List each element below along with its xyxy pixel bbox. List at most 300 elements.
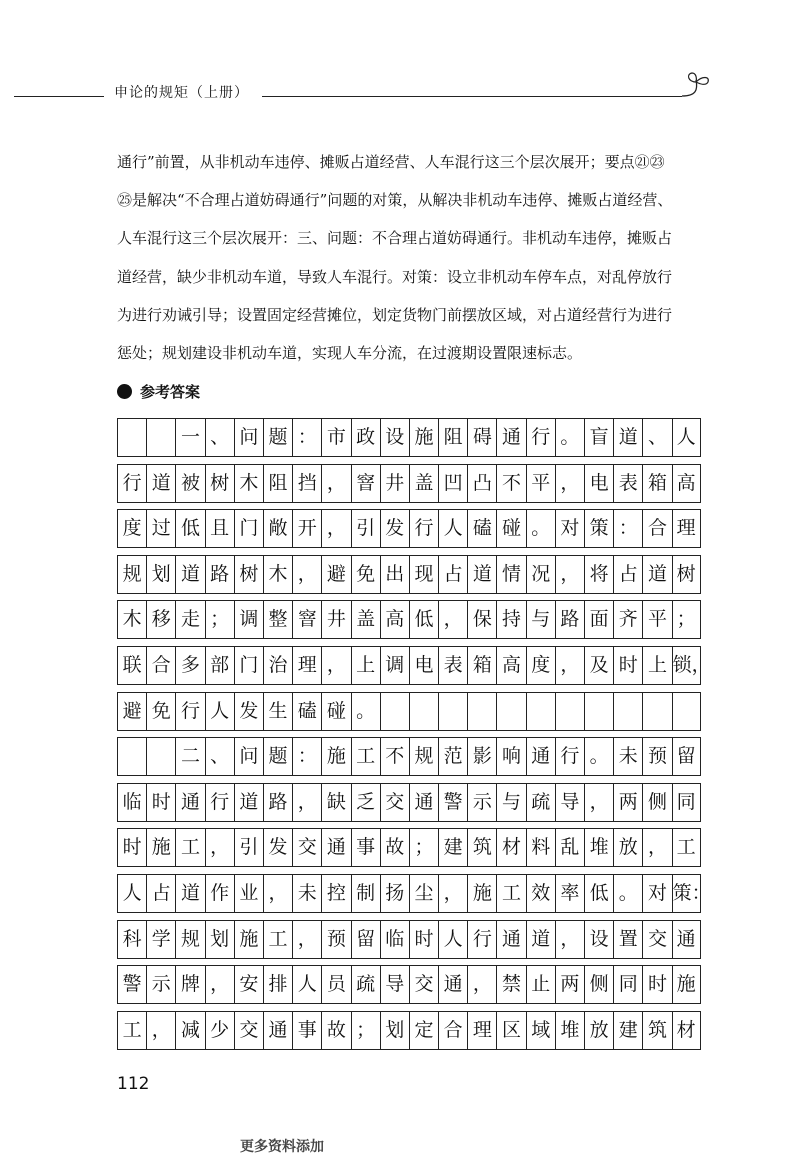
- grid-cell: 工: [117, 1012, 146, 1049]
- grid-cell: 高: [496, 647, 525, 684]
- grid-cell: 、: [205, 419, 234, 456]
- grid-cell: 策: [584, 510, 613, 547]
- grid-cell: 道: [234, 784, 263, 821]
- grid-cell: 牌: [175, 966, 204, 1003]
- grid-cell: [380, 693, 409, 730]
- grid-cell: ，: [642, 829, 671, 866]
- grid-cell: 被: [175, 465, 204, 502]
- grid-cell: 部: [205, 647, 234, 684]
- grid-cell: 现: [409, 556, 438, 593]
- grid-cell: 不: [380, 738, 409, 775]
- grid-cell: ，: [555, 921, 584, 958]
- grid-cell: 高: [380, 601, 409, 638]
- grid-cell: 。: [351, 693, 380, 730]
- grid-row: [117, 828, 701, 867]
- grid-cell: ，: [467, 966, 496, 1003]
- paragraph-line: 惩处；规划建设非机动车道，实现人车分流，在过渡期设置限速标志。: [117, 343, 583, 362]
- grid-cell: [117, 419, 146, 456]
- grid-cell: 道: [467, 556, 496, 593]
- grid-cell: 施: [321, 738, 350, 775]
- grid-cell: 、: [642, 419, 671, 456]
- grid-cell: 合: [146, 647, 175, 684]
- grid-cell: 道: [613, 419, 642, 456]
- grid-cell: 范: [438, 738, 467, 775]
- grid-cell: 情: [496, 556, 525, 593]
- grid-row: [117, 692, 701, 731]
- sprout-icon: [674, 70, 714, 100]
- page-number: 112: [117, 1074, 150, 1094]
- footer-fragment: 更多资料添加: [240, 1139, 324, 1155]
- running-header: [0, 60, 800, 110]
- answer-heading-label: 参考答案: [140, 383, 201, 401]
- grid-cell: 发: [380, 510, 409, 547]
- grid-cell: ，: [205, 829, 234, 866]
- grid-cell: 免: [146, 693, 175, 730]
- grid-cell: 事: [292, 1012, 321, 1049]
- grid-cell: 施: [146, 829, 175, 866]
- grid-cell: 同: [613, 966, 642, 1003]
- grid-cell: 敞: [263, 510, 292, 547]
- grid-cell: ：: [613, 510, 642, 547]
- grid-row: [117, 965, 701, 1004]
- grid-cell: ，: [555, 647, 584, 684]
- grid-cell: 与: [526, 601, 555, 638]
- grid-cell: 作: [205, 875, 234, 912]
- grid-cell: 箱: [642, 465, 671, 502]
- grid-cell: 门: [234, 647, 263, 684]
- grid-cell: 时: [409, 921, 438, 958]
- grid-cell: 区: [496, 1012, 525, 1049]
- grid-cell: 通: [526, 738, 555, 775]
- grid-cell: 低: [175, 510, 204, 547]
- header-title: 申论的规矩（上册）: [114, 85, 249, 101]
- grid-cell: 电: [584, 465, 613, 502]
- answer-heading: [117, 378, 200, 406]
- body-paragraph: [117, 143, 715, 372]
- grid-cell: 电: [409, 647, 438, 684]
- grid-cell: 与: [496, 784, 525, 821]
- grid-cell: 平: [526, 465, 555, 502]
- grid-cell: 排: [263, 966, 292, 1003]
- grid-cell: 盖: [409, 465, 438, 502]
- grid-cell: 疏: [526, 784, 555, 821]
- grid-cell: 工: [672, 829, 701, 866]
- grid-cell: 规: [175, 921, 204, 958]
- grid-cell: 定: [409, 1012, 438, 1049]
- grid-cell: 响: [496, 738, 525, 775]
- grid-cell: 。: [555, 419, 584, 456]
- grid-cell: 理: [292, 647, 321, 684]
- grid-cell: [584, 693, 613, 730]
- grid-cell: ，: [555, 556, 584, 593]
- grid-cell: 制: [351, 875, 380, 912]
- grid-cell: 故: [380, 829, 409, 866]
- grid-cell: 问: [234, 419, 263, 456]
- grid-cell: 两: [555, 966, 584, 1003]
- grid-cell: 平: [642, 601, 671, 638]
- grid-cell: ：: [292, 419, 321, 456]
- header-rule-right: [262, 96, 682, 97]
- grid-cell: 一: [175, 419, 204, 456]
- grid-cell: 域: [526, 1012, 555, 1049]
- grid-cell: 工: [496, 875, 525, 912]
- grid-cell: 磕: [292, 693, 321, 730]
- grid-cell: 材: [672, 1012, 701, 1049]
- grid-cell: 走: [175, 601, 204, 638]
- grid-cell: 设: [380, 419, 409, 456]
- grid-cell: 行: [409, 510, 438, 547]
- grid-cell: 划: [146, 556, 175, 593]
- grid-cell: 业: [234, 875, 263, 912]
- grid-cell: 侧: [642, 784, 671, 821]
- grid-cell: 施: [672, 966, 701, 1003]
- grid-cell: 堆: [555, 1012, 584, 1049]
- grid-cell: 止: [526, 966, 555, 1003]
- grid-cell: 窨: [292, 601, 321, 638]
- grid-cell: 碍: [467, 419, 496, 456]
- grid-cell: 交: [642, 921, 671, 958]
- grid-cell: [555, 693, 584, 730]
- grid-cell: ，: [321, 465, 350, 502]
- grid-cell: 引: [234, 829, 263, 866]
- grid-cell: 时: [117, 829, 146, 866]
- grid-cell: 两: [613, 784, 642, 821]
- grid-cell: 通: [496, 921, 525, 958]
- grid-row: [117, 418, 701, 457]
- grid-cell: 道: [146, 465, 175, 502]
- paragraph-line: 为进行劝诫引导；设置固定经营摊位，划定货物门前摆放区域，对占道经营行为进行: [117, 305, 673, 324]
- grid-cell: 治: [263, 647, 292, 684]
- grid-cell: 策：: [672, 875, 701, 912]
- grid-cell: 临: [380, 921, 409, 958]
- grid-cell: [146, 419, 175, 456]
- grid-cell: 通: [175, 784, 204, 821]
- grid-cell: 门: [234, 510, 263, 547]
- grid-cell: 乱: [555, 829, 584, 866]
- grid-cell: 控: [321, 875, 350, 912]
- grid-cell: 道: [642, 556, 671, 593]
- grid-cell: 调: [234, 601, 263, 638]
- grid-cell: 交: [409, 966, 438, 1003]
- grid-cell: 警: [438, 784, 467, 821]
- grid-cell: 预: [321, 921, 350, 958]
- grid-cell: 设: [584, 921, 613, 958]
- grid-cell: 盲: [584, 419, 613, 456]
- grid-cell: 行: [555, 738, 584, 775]
- grid-cell: 二: [175, 738, 204, 775]
- grid-cell: 科: [117, 921, 146, 958]
- grid-cell: 行: [526, 419, 555, 456]
- grid-cell: 上: [642, 647, 671, 684]
- grid-cell: 效: [526, 875, 555, 912]
- grid-cell: [672, 693, 701, 730]
- grid-cell: 安: [234, 966, 263, 1003]
- grid-cell: 。: [613, 875, 642, 912]
- grid-cell: 况: [526, 556, 555, 593]
- grid-cell: ，: [292, 556, 321, 593]
- grid-cell: 避: [321, 556, 350, 593]
- grid-row: [117, 737, 701, 776]
- grid-row: [117, 555, 701, 594]
- grid-cell: 少: [205, 1012, 234, 1049]
- grid-cell: 建: [613, 1012, 642, 1049]
- grid-cell: 木: [263, 556, 292, 593]
- grid-cell: 侧: [584, 966, 613, 1003]
- grid-cell: 事: [351, 829, 380, 866]
- grid-cell: 工: [263, 921, 292, 958]
- grid-cell: 时: [146, 784, 175, 821]
- grid-cell: 占: [613, 556, 642, 593]
- grid-cell: 及: [584, 647, 613, 684]
- grid-cell: 碰: [321, 693, 350, 730]
- grid-row: [117, 783, 701, 822]
- grid-cell: 整: [263, 601, 292, 638]
- grid-cell: ，: [205, 966, 234, 1003]
- grid-cell: 占: [438, 556, 467, 593]
- paragraph-line: 通行”前置，从非机动车违停、摊贩占道经营、人车混行这三个层次展开；要点㉑㉓: [117, 153, 665, 171]
- grid-cell: 导: [555, 784, 584, 821]
- grid-cell: 警: [117, 966, 146, 1003]
- grid-cell: 对: [642, 875, 671, 912]
- grid-cell: 阻: [263, 465, 292, 502]
- grid-cell: 放: [613, 829, 642, 866]
- grid-cell: ，: [438, 601, 467, 638]
- bullet-icon: [117, 384, 132, 399]
- grid-cell: 发: [263, 829, 292, 866]
- grid-cell: 。: [584, 738, 613, 775]
- grid-cell: 材: [496, 829, 525, 866]
- grid-cell: 合: [438, 1012, 467, 1049]
- grid-cell: 人: [292, 966, 321, 1003]
- grid-cell: 留: [351, 921, 380, 958]
- grid-cell: [409, 693, 438, 730]
- grid-cell: ，: [555, 465, 584, 502]
- grid-cell: 缺: [321, 784, 350, 821]
- grid-cell: 齐: [613, 601, 642, 638]
- grid-cell: 禁: [496, 966, 525, 1003]
- grid-cell: 施: [467, 875, 496, 912]
- grid-cell: 留: [672, 738, 701, 775]
- grid-cell: 交: [292, 829, 321, 866]
- grid-cell: ，: [292, 784, 321, 821]
- paragraph-line: 人车混行这三个层次展开：三、问题：不合理占道妨碍通行。非机动车违停，摊贩占: [117, 229, 673, 248]
- grid-cell: 故: [321, 1012, 350, 1049]
- grid-cell: 示: [467, 784, 496, 821]
- grid-cell: 道: [175, 875, 204, 912]
- grid-cell: 规: [117, 556, 146, 593]
- grid-cell: 政: [351, 419, 380, 456]
- grid-cell: 未: [613, 738, 642, 775]
- grid-cell: 生: [263, 693, 292, 730]
- grid-cell: 划: [380, 1012, 409, 1049]
- grid-cell: 阻: [438, 419, 467, 456]
- grid-cell: 通: [321, 829, 350, 866]
- grid-cell: 影: [467, 738, 496, 775]
- grid-cell: ，: [146, 1012, 175, 1049]
- grid-cell: 树: [672, 556, 701, 593]
- grid-row: [117, 1011, 701, 1050]
- grid-cell: 木: [117, 601, 146, 638]
- grid-row: [117, 600, 701, 639]
- grid-cell: ，: [321, 510, 350, 547]
- grid-cell: 人: [117, 875, 146, 912]
- grid-cell: 窨: [351, 465, 380, 502]
- grid-cell: 行: [117, 465, 146, 502]
- grid-cell: 免: [351, 556, 380, 593]
- grid-cell: ；: [205, 601, 234, 638]
- grid-cell: ，: [321, 647, 350, 684]
- grid-cell: 多: [175, 647, 204, 684]
- grid-row: [117, 646, 711, 685]
- grid-cell: 。: [526, 510, 555, 547]
- grid-cell: [117, 738, 146, 775]
- grid-cell: 通: [263, 1012, 292, 1049]
- grid-cell: 行: [467, 921, 496, 958]
- grid-cell: [526, 693, 555, 730]
- grid-cell: 对: [555, 510, 584, 547]
- grid-cell: 避: [117, 693, 146, 730]
- grid-cell: 堆: [584, 829, 613, 866]
- grid-cell: 料: [526, 829, 555, 866]
- grid-cell: 树: [205, 465, 234, 502]
- grid-cell: ；: [672, 601, 701, 638]
- grid-cell: 乏: [351, 784, 380, 821]
- grid-cell: [438, 693, 467, 730]
- grid-cell: 疏: [351, 966, 380, 1003]
- grid-cell: [642, 693, 671, 730]
- grid-cell: 引: [351, 510, 380, 547]
- grid-cell: 路: [555, 601, 584, 638]
- grid-cell: 且: [205, 510, 234, 547]
- grid-cell: 上: [351, 647, 380, 684]
- grid-row: [117, 920, 701, 959]
- grid-cell: 交: [234, 1012, 263, 1049]
- grid-cell: 面: [584, 601, 613, 638]
- grid-cell: 划: [205, 921, 234, 958]
- grid-cell: 人: [672, 419, 701, 456]
- header-rule-left: [14, 96, 104, 97]
- grid-cell: 同: [672, 784, 701, 821]
- grid-cell: 持: [496, 601, 525, 638]
- grid-cell: 凸: [467, 465, 496, 502]
- grid-cell: 挡: [292, 465, 321, 502]
- grid-cell: 调: [380, 647, 409, 684]
- grid-cell: 将: [584, 556, 613, 593]
- grid-cell: 员: [321, 966, 350, 1003]
- grid-cell: 道: [526, 921, 555, 958]
- grid-cell: 锁，: [672, 647, 701, 684]
- grid-cell: 建: [438, 829, 467, 866]
- grid-cell: 道: [175, 556, 204, 593]
- grid-cell: 预: [642, 738, 671, 775]
- grid-cell: 题: [263, 738, 292, 775]
- grid-cell: 理: [467, 1012, 496, 1049]
- grid-cell: ，: [263, 875, 292, 912]
- grid-cell: [467, 693, 496, 730]
- grid-cell: 过: [146, 510, 175, 547]
- grid-cell: 筑: [467, 829, 496, 866]
- grid-cell: 开: [292, 510, 321, 547]
- grid-cell: 树: [234, 556, 263, 593]
- grid-cell: 示: [146, 966, 175, 1003]
- grid-row: [117, 509, 701, 548]
- grid-cell: [613, 693, 642, 730]
- grid-cell: 联: [117, 647, 146, 684]
- grid-cell: ；: [351, 1012, 380, 1049]
- grid-cell: ，: [292, 921, 321, 958]
- grid-cell: 率: [555, 875, 584, 912]
- grid-cell: 减: [175, 1012, 204, 1049]
- grid-cell: 未: [292, 875, 321, 912]
- grid-cell: 尘: [409, 875, 438, 912]
- grid-cell: 市: [321, 419, 350, 456]
- grid-cell: 问: [234, 738, 263, 775]
- grid-row: [117, 874, 711, 913]
- grid-cell: ，: [584, 784, 613, 821]
- grid-cell: 时: [642, 966, 671, 1003]
- grid-cell: 人: [438, 510, 467, 547]
- grid-cell: 碰: [496, 510, 525, 547]
- grid-cell: 合: [642, 510, 671, 547]
- grid-cell: 行: [175, 693, 204, 730]
- grid-cell: 行: [205, 784, 234, 821]
- grid-cell: [146, 738, 175, 775]
- grid-cell: 路: [205, 556, 234, 593]
- grid-cell: 高: [672, 465, 701, 502]
- grid-cell: 度: [526, 647, 555, 684]
- grid-cell: 工: [175, 829, 204, 866]
- grid-cell: 表: [613, 465, 642, 502]
- grid-cell: 交: [380, 784, 409, 821]
- grid-cell: 低: [409, 601, 438, 638]
- grid-cell: 通: [496, 419, 525, 456]
- grid-cell: 通: [409, 784, 438, 821]
- grid-cell: [496, 693, 525, 730]
- grid-cell: 时: [613, 647, 642, 684]
- grid-cell: 人: [205, 693, 234, 730]
- grid-cell: 、: [205, 738, 234, 775]
- grid-cell: ，: [438, 875, 467, 912]
- grid-cell: 放: [584, 1012, 613, 1049]
- grid-cell: 通: [438, 966, 467, 1003]
- grid-cell: ：: [292, 738, 321, 775]
- grid-cell: 不: [496, 465, 525, 502]
- grid-cell: 磕: [467, 510, 496, 547]
- grid-cell: 题: [263, 419, 292, 456]
- grid-cell: 施: [409, 419, 438, 456]
- grid-cell: 置: [613, 921, 642, 958]
- grid-cell: 低: [584, 875, 613, 912]
- grid-cell: 表: [438, 647, 467, 684]
- grid-cell: 通: [672, 921, 701, 958]
- grid-cell: ；: [409, 829, 438, 866]
- grid-cell: 出: [380, 556, 409, 593]
- grid-cell: 人: [438, 921, 467, 958]
- grid-cell: 占: [146, 875, 175, 912]
- grid-cell: 学: [146, 921, 175, 958]
- grid-cell: 导: [380, 966, 409, 1003]
- grid-cell: 井: [321, 601, 350, 638]
- grid-cell: 凹: [438, 465, 467, 502]
- grid-cell: 箱: [467, 647, 496, 684]
- grid-cell: 木: [234, 465, 263, 502]
- grid-cell: 井: [380, 465, 409, 502]
- grid-cell: 盖: [351, 601, 380, 638]
- grid-cell: 保: [467, 601, 496, 638]
- grid-cell: 施: [234, 921, 263, 958]
- grid-cell: 筑: [642, 1012, 671, 1049]
- grid-cell: 工: [351, 738, 380, 775]
